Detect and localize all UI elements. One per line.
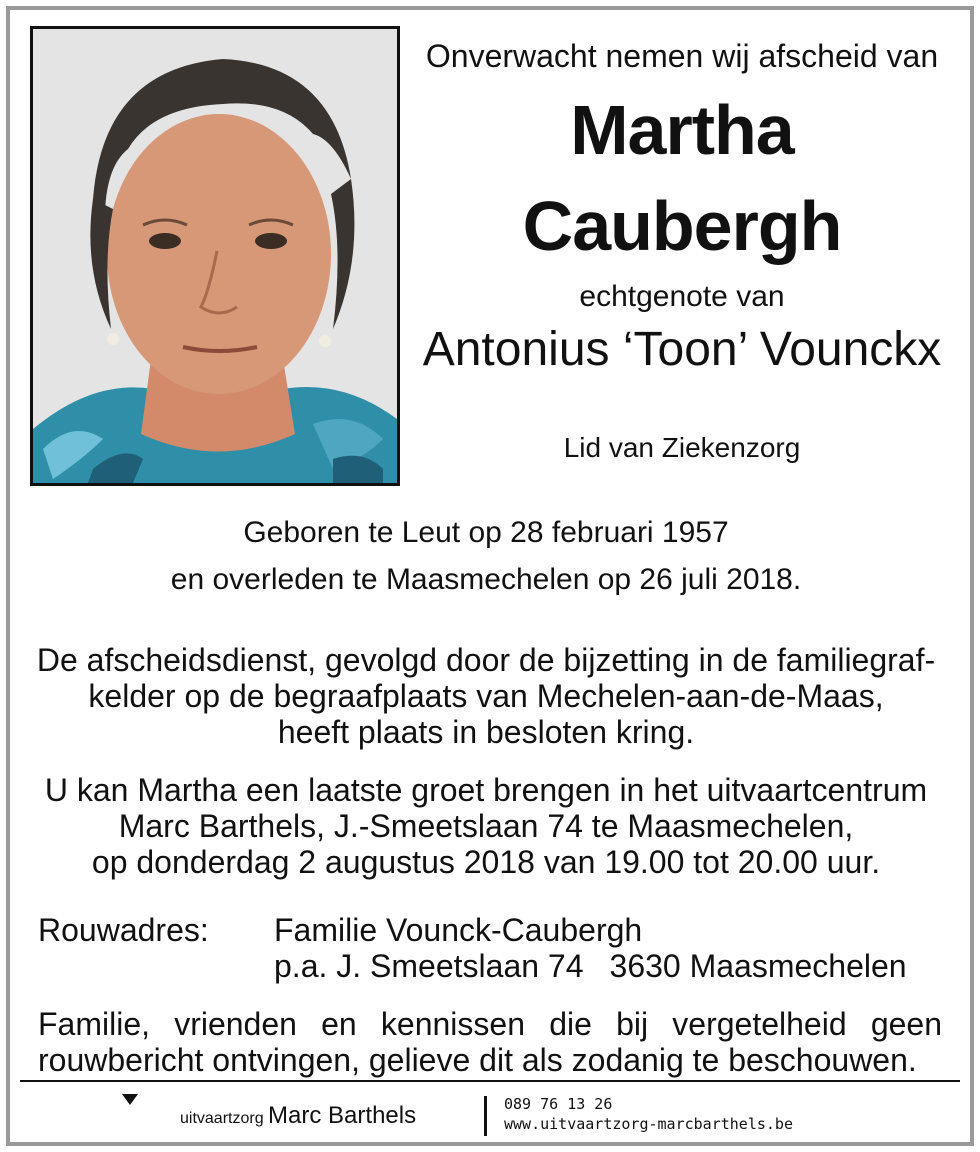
closing-note: Familie, vrienden en kennissen die bij vergetelheid geen rouwbericht ontvingen, gelieve dit als zodanig te beschouwen. — [38, 1006, 942, 1078]
visit-line: U kan Martha een laatste groet brengen in het uitvaartcentrum — [44, 772, 928, 808]
spouse-label: echtgenote van — [579, 280, 785, 313]
deceased-first-name: Martha — [570, 91, 794, 169]
portrait-photo — [30, 26, 400, 486]
footer-separator — [484, 1096, 487, 1136]
address-city: 3630 Maasmechelen — [609, 948, 907, 984]
spouse-name: Antonius ‘Toon’ Vounckx — [422, 323, 942, 376]
birth-line: Geboren te Leut op 28 februari 1957 — [243, 516, 729, 549]
membership-text: Lid van Ziekenzorg — [563, 432, 801, 463]
intro-text: Onverwacht nemen wij afscheid van — [425, 38, 939, 74]
death-line: en overleden te Maasmechelen op 26 juli 2018. — [170, 563, 802, 596]
footer-divider — [20, 1080, 960, 1082]
brand-name: Marc Barthels — [268, 1102, 417, 1129]
visit-line: op donderdag 2 augustus 2018 van 19.00 tot 20.00 uur. — [91, 844, 881, 880]
address-block — [274, 912, 907, 984]
address-label: Rouwadres: — [38, 912, 209, 948]
brand-triangle-icon — [122, 1094, 138, 1105]
brand-prefix: uitvaartzorg — [180, 1110, 264, 1127]
portrait-illustration — [33, 29, 397, 483]
service-paragraph — [10, 642, 962, 750]
address-line-1: Familie Vounck-Caubergh — [274, 912, 643, 948]
visit-paragraph — [10, 772, 962, 880]
service-line: kelder op de begraafplaats van Mechelen-aan-de-Maas, — [88, 678, 884, 714]
death-notice-frame — [6, 6, 974, 1146]
address-street: p.a. J. Smeetslaan 74 — [274, 948, 584, 984]
visit-line: Marc Barthels, J.-Smeetslaan 74 te Maasmechelen, — [118, 808, 854, 844]
deceased-last-name: Caubergh — [522, 187, 842, 265]
website-link[interactable]: www.uitvaartzorg-marcbarthels.be — [504, 1115, 793, 1133]
address-line-2 — [274, 948, 907, 984]
footer-contact — [504, 1094, 793, 1134]
funeral-home-brand — [180, 1102, 416, 1130]
phone-number: 089 76 13 26 — [504, 1095, 613, 1113]
service-line: heeft plaats in besloten kring. — [277, 714, 695, 750]
service-line: De afscheidsdienst, gevolgd door de bijzetting in de familiegraf- — [36, 642, 936, 678]
